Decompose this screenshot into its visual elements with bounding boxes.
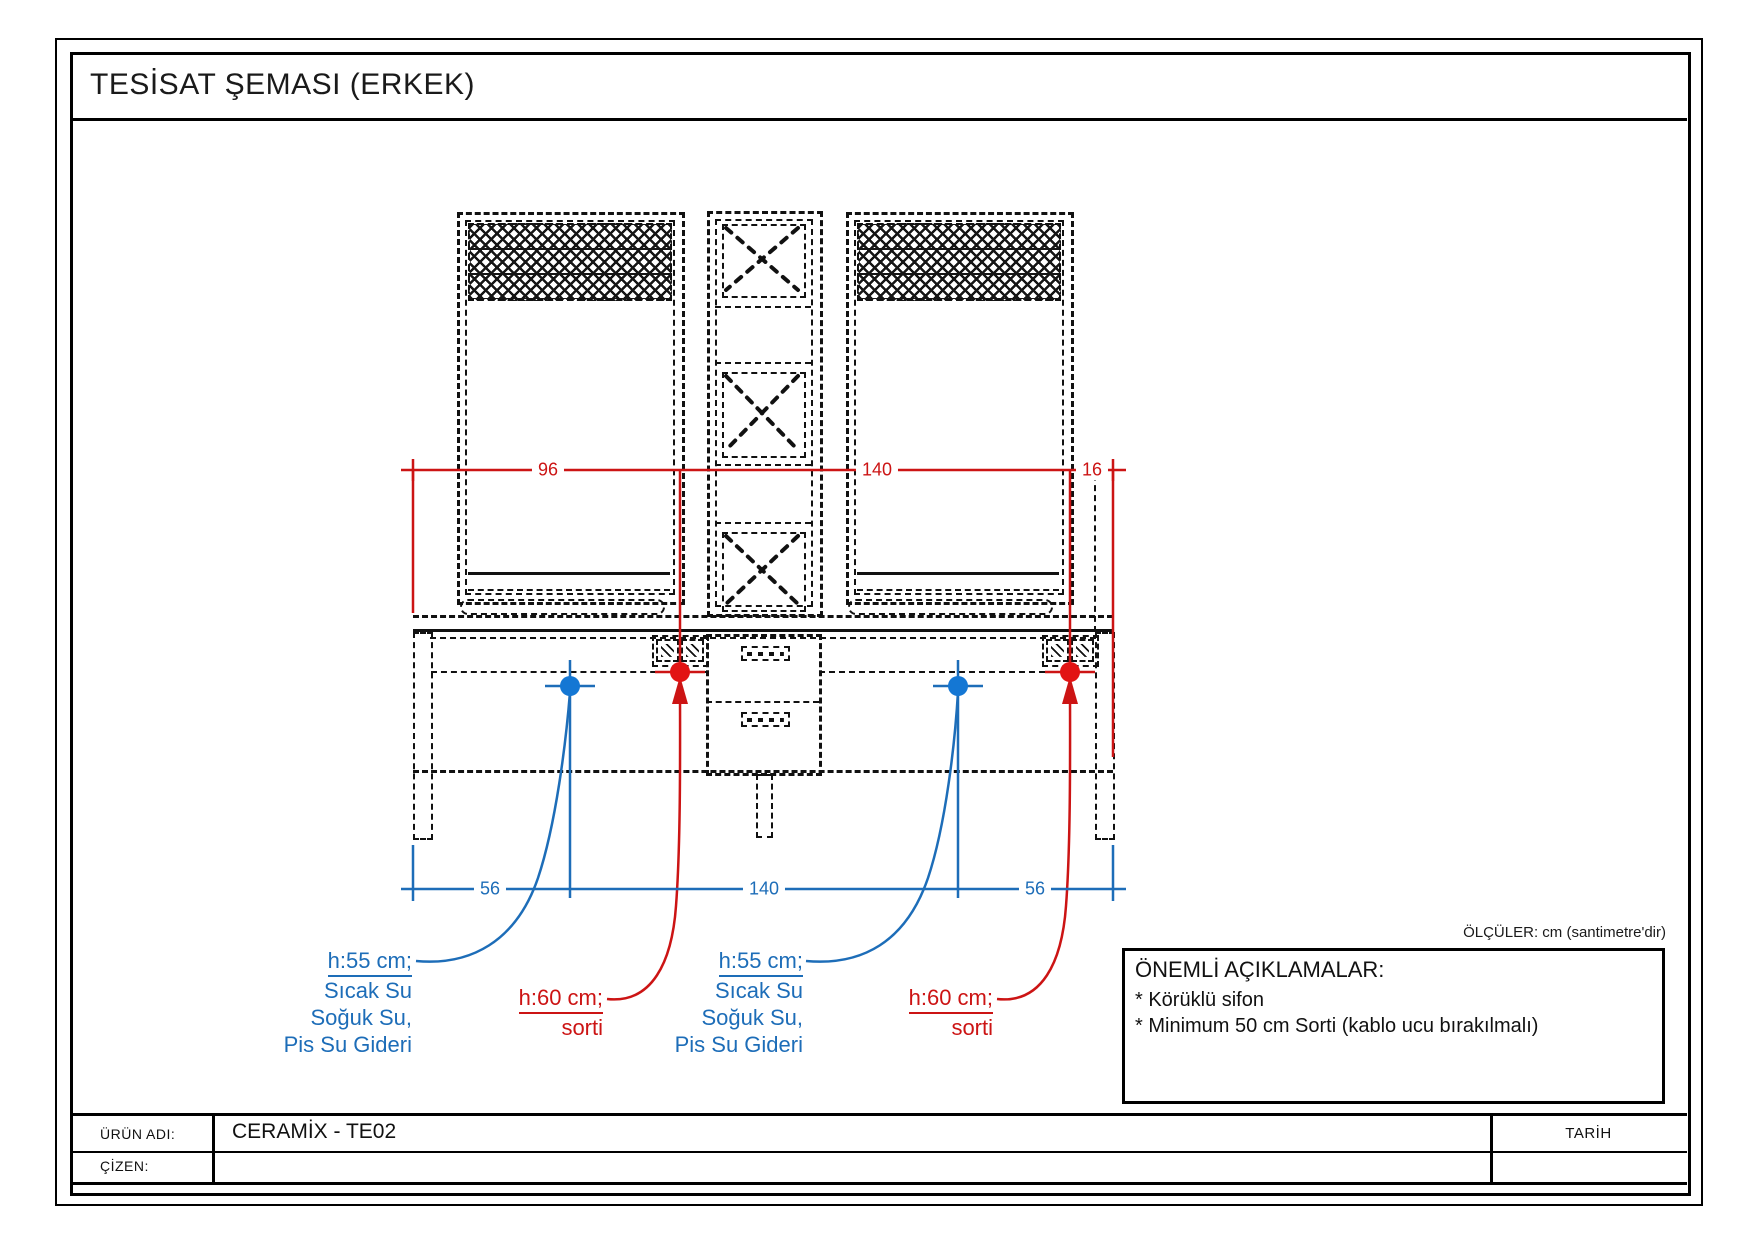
shelf-xbox-1 bbox=[722, 224, 806, 298]
callout-sorti-right bbox=[909, 984, 993, 1041]
shelf-line-4 bbox=[715, 522, 811, 524]
right-cabinet-bottom-trim bbox=[857, 589, 1059, 591]
left-sorti-socket-1 bbox=[656, 639, 679, 662]
callout-water-left-line4: Pis Su Gideri bbox=[283, 1032, 412, 1057]
shelf-line-3 bbox=[715, 464, 811, 466]
callout-water-left bbox=[284, 947, 412, 1058]
date-label: TARİH bbox=[1565, 1125, 1612, 1142]
right-sorti-socket-2 bbox=[1071, 639, 1094, 662]
notes-item-1: * Körüklü sifon bbox=[1135, 989, 1264, 1011]
product-name-label: ÜRÜN ADI: bbox=[100, 1126, 176, 1142]
right-basin-outline bbox=[848, 599, 1053, 615]
drawer-divider-line bbox=[706, 701, 819, 703]
vanity-interior-line-right bbox=[819, 671, 1095, 673]
vanity-left-side-panel bbox=[413, 632, 433, 840]
left-cabinet-bottom-shelf bbox=[468, 572, 670, 575]
callout-water-right bbox=[675, 947, 803, 1058]
title-separator-line bbox=[70, 118, 1687, 121]
left-cabinet-bottom-trim bbox=[468, 589, 670, 591]
center-leg bbox=[756, 774, 773, 838]
right-cabinet-hatch-band bbox=[857, 223, 1061, 301]
right-cabinet-bottom-shelf bbox=[857, 572, 1059, 575]
vanity-interior-line-left bbox=[431, 671, 706, 673]
titleblock-top-line bbox=[70, 1113, 1687, 1116]
callout-water-right-line4: Pis Su Gideri bbox=[674, 1032, 803, 1057]
titleblock-bottom-line bbox=[70, 1182, 1687, 1185]
left-basin-outline bbox=[460, 599, 665, 615]
dim-top-96: 96 bbox=[532, 460, 564, 481]
shelf-xbox-2 bbox=[722, 372, 806, 458]
callout-sorti-left-height: h:60 cm; bbox=[519, 984, 603, 1014]
notes-item-2: * Minimum 50 cm Sorti (kablo ucu bırakılmalı) bbox=[1135, 1015, 1539, 1037]
countertop-front-edge bbox=[413, 629, 1113, 632]
dim-bottom-140: 140 bbox=[743, 879, 785, 900]
dim-bottom-56-right: 56 bbox=[1019, 879, 1051, 900]
countertop-back-edge bbox=[413, 615, 1113, 618]
titleblock-divider-2 bbox=[1490, 1113, 1493, 1183]
drawn-by-label: ÇİZEN: bbox=[100, 1158, 149, 1174]
callout-water-right-line2: Sıcak Su bbox=[714, 978, 803, 1003]
notes-title: ÖNEMLİ AÇIKLAMALAR: bbox=[1135, 957, 1385, 982]
callout-water-left-line3: Soğuk Su, bbox=[310, 1005, 412, 1030]
drawer-handle-top bbox=[741, 646, 790, 661]
titleblock-divider-1 bbox=[212, 1113, 215, 1183]
dim-bottom-56-left: 56 bbox=[474, 879, 506, 900]
page-title: TESİSAT ŞEMASI (ERKEK) bbox=[90, 68, 475, 101]
callout-sorti-left bbox=[519, 984, 603, 1041]
units-note: ÖLÇÜLER: cm (santimetre'dir) bbox=[1463, 924, 1666, 941]
callout-water-left-height: h:55 cm; bbox=[328, 947, 412, 977]
callout-sorti-left-line2: sorti bbox=[561, 1015, 603, 1040]
important-notes-box bbox=[1122, 948, 1665, 1104]
callout-water-right-height: h:55 cm; bbox=[719, 947, 803, 977]
product-name-value: CERAMİX - TE02 bbox=[232, 1120, 397, 1143]
callout-sorti-right-height: h:60 cm; bbox=[909, 984, 993, 1014]
shelf-line-1 bbox=[715, 306, 811, 308]
left-sorti-socket-2 bbox=[681, 639, 704, 662]
shelf-xbox-3 bbox=[722, 532, 806, 612]
left-cabinet-hatch-band bbox=[468, 223, 672, 301]
titleblock-mid-line bbox=[70, 1151, 1687, 1153]
shelf-line-2 bbox=[715, 362, 811, 364]
dim-top-16: 16 bbox=[1076, 460, 1108, 481]
dim-top-140: 140 bbox=[856, 460, 898, 481]
right-sorti-socket-1 bbox=[1046, 639, 1069, 662]
drawer-handle-bottom bbox=[741, 712, 790, 727]
callout-water-left-line2: Sıcak Su bbox=[323, 978, 412, 1003]
callout-sorti-right-line2: sorti bbox=[951, 1015, 993, 1040]
right-end-panel-line bbox=[1094, 475, 1096, 632]
callout-water-right-line3: Soğuk Su, bbox=[701, 1005, 803, 1030]
